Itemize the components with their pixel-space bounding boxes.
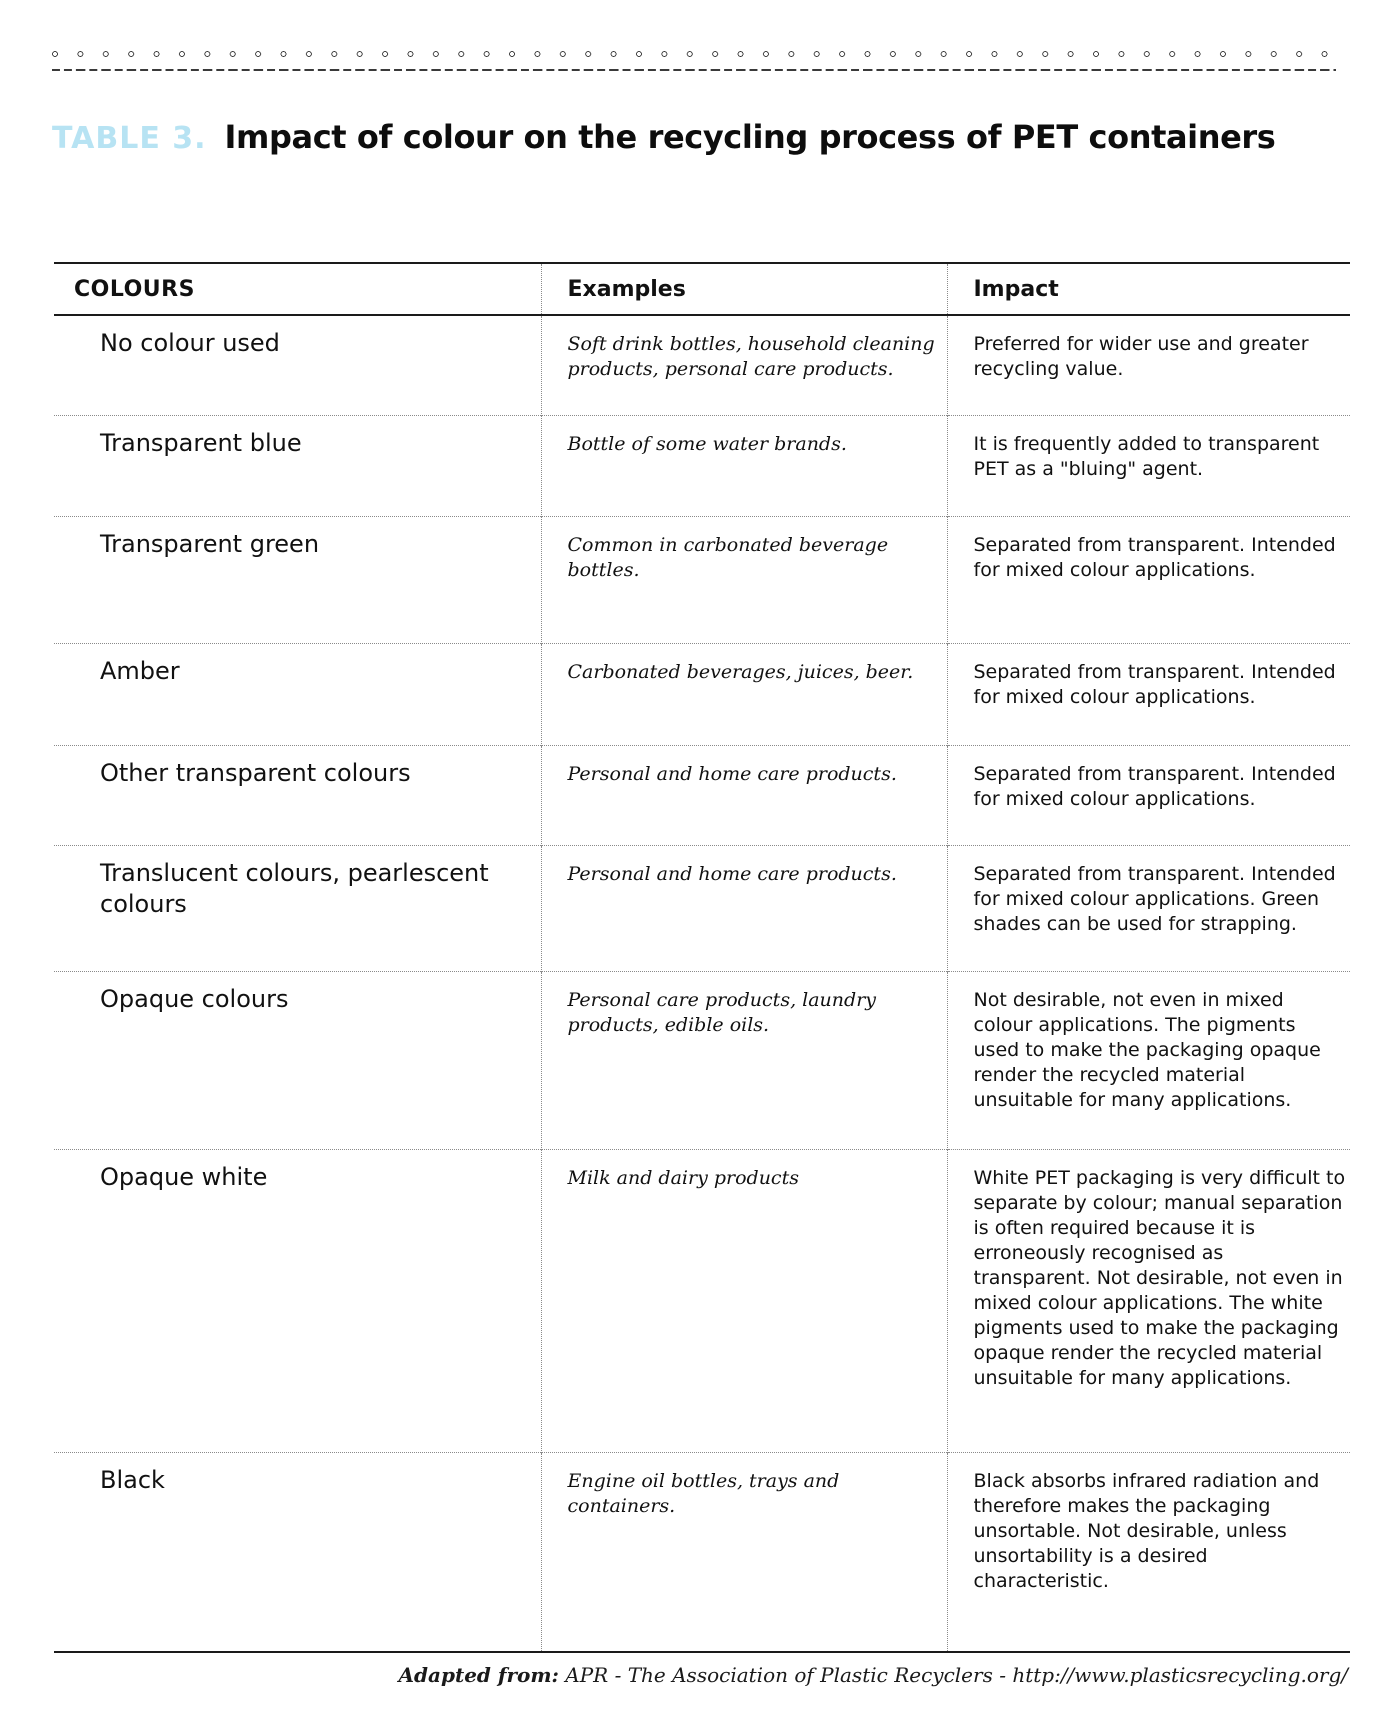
table-row: [54, 643, 1350, 745]
colour-cell: Other transparent colours: [54, 745, 541, 845]
colour-cell: Black: [54, 1452, 541, 1652]
colour-cell: Opaque colours: [54, 971, 541, 1149]
colour-cell: Opaque white: [54, 1149, 541, 1452]
example-cell: Engine oil bottles, trays and containers.: [541, 1452, 947, 1652]
example-cell: Bottle of some water brands.: [541, 415, 947, 516]
example-cell: Personal care products, laundry products, edible oils.: [541, 971, 947, 1149]
source-footnote: [399, 1663, 1348, 1687]
colour-cell: Transparent green: [54, 516, 541, 643]
example-cell: Soft drink bottles, household cleaning products, personal care products.: [541, 315, 947, 415]
example-cell: Personal and home care products.: [541, 845, 947, 971]
impact-cell: Separated from transparent. Intended for mixed colour applications.: [947, 643, 1350, 745]
header-colours: COLOURS: [54, 263, 541, 315]
impact-cell: Separated from transparent. Intended for mixed colour applications.: [947, 516, 1350, 643]
impact-cell: White PET packaging is very difficult to separate by colour; manual separation is often required because it is erroneously recognised as transparent. Not desirable, not even in mixed colour applications. The white pigments used to make the packaging opaque render the recycled material unsuitable for many applications.: [947, 1149, 1350, 1452]
source-text: APR - The Association of Plastic Recyclers - http://www.plasticsrecycling.org/: [565, 1663, 1348, 1687]
header-impact: Impact: [947, 263, 1350, 315]
table-row: [54, 315, 1350, 415]
example-cell: Milk and dairy products: [541, 1149, 947, 1452]
table-row: [54, 845, 1350, 971]
table-row: [54, 1452, 1350, 1652]
impact-cell: Separated from transparent. Intended for mixed colour applications. Green shades can be used for strapping.: [947, 845, 1350, 971]
source-label: Adapted from:: [398, 1663, 559, 1687]
example-cell: Common in carbonated beverage bottles.: [541, 516, 947, 643]
example-cell: Personal and home care products.: [541, 745, 947, 845]
table-heading: Impact of colour on the recycling process of PET containers: [224, 118, 1276, 156]
example-cell: Carbonated beverages, juices, beer.: [541, 643, 947, 745]
decorative-dotted-border: [52, 50, 1336, 76]
table-title: [52, 118, 1275, 156]
impact-cell: Preferred for wider use and greater recycling value.: [947, 315, 1350, 415]
table-row: [54, 415, 1350, 516]
colour-cell: Amber: [54, 643, 541, 745]
impact-cell: Not desirable, not even in mixed colour applications. The pigments used to make the packaging opaque render the recycled material unsuitable for many applications.: [947, 971, 1350, 1149]
table-row: [54, 516, 1350, 643]
impact-cell: Separated from transparent. Intended for mixed colour applications.: [947, 745, 1350, 845]
table-header-row: [54, 263, 1350, 315]
colour-cell: No colour used: [100, 329, 280, 357]
colour-cell: Transparent blue: [54, 415, 541, 516]
table-row: [54, 971, 1350, 1149]
table-row: [54, 1149, 1350, 1452]
table-row: [54, 745, 1350, 845]
header-examples: Examples: [541, 263, 947, 315]
table-number-label: TABLE 3.: [52, 121, 207, 156]
colour-impact-table: [54, 262, 1350, 1653]
impact-cell: Black absorbs infrared radiation and therefore makes the packaging unsortable. Not desirable, unless unsortability is a desired characteristic.: [947, 1452, 1350, 1652]
colour-cell: Translucent colours, pearlescent colours: [54, 845, 541, 971]
impact-cell: It is frequently added to transparent PET as a "bluing" agent.: [947, 415, 1350, 516]
